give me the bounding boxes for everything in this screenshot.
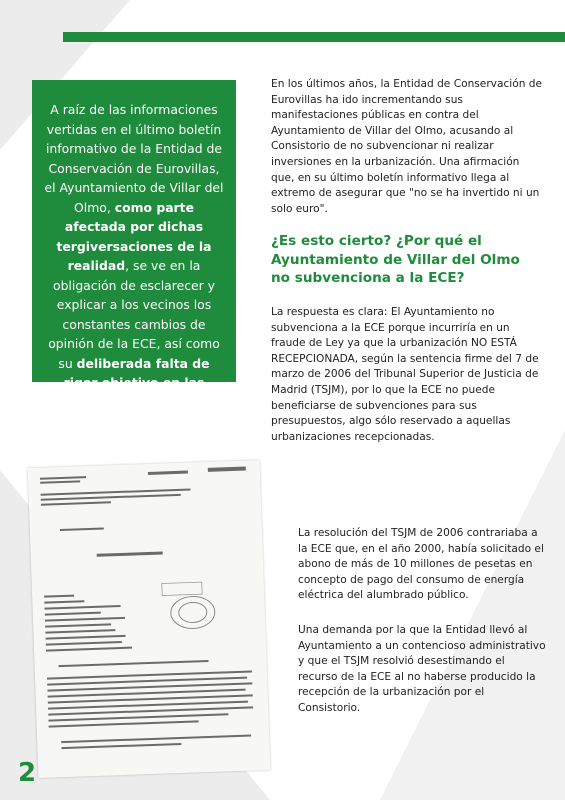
intro-text-2: , se ve en la obligación de esclarecer y explicar a los vecinos los constantes cambios de opinión de la ECE, así como su (48, 258, 220, 371)
paragraph-2: La respuesta es clara: El Ayuntamiento no subvenciona a la ECE porque incurriría en un fraude de Ley ya que la urbanización NO ESTÁ RECEPCIONADA, según la sentencia firme del 7 de marzo de 2006 del Tribunal Superior de Justicia de Madrid (TSJM), por lo que la ECE no puede beneficiarse de subvenciones para sus presupuestos, algo sólo reservado a aquellas urbanizaciones recepcionadas. (271, 306, 539, 443)
paragraph-1: En los últimos años, la Entidad de Conservación de Eurovillas ha ido incrementando sus manifestaciones públicas en contra del Ayuntamiento de Villar del Olmo, acusando al Consistorio de no subvencionar ni realizar inversiones en la urbanización. Una afirmación que, en su último boletín informativo llega al extremo de asegurar que "no se ha invertido ni un solo euro". (271, 78, 543, 215)
page-number: 2 (18, 758, 37, 788)
document-scan-illustration (28, 460, 271, 778)
top-accent-bar (63, 32, 565, 42)
intro-text-1: A raíz de las informaciones vertidas en el último boletín informativo de la Entidad de Conservación de Eurovillas, el Ayuntamiento de Villar del Olmo, (44, 102, 224, 215)
intro-bold-1: como parte afectada por dichas tergiversaciones de la realidad (56, 199, 212, 273)
paragraph-3: La resolución del TSJM de 2006 contrariaba a la ECE que, en el año 2000, había solicitado el abono de más de 10 millones de pesetas en concepto de pago del consumo de energía eléctrica del alumbrado público. (298, 527, 544, 602)
paragraph-4: Una demanda por la que la Entidad llevó al Ayuntamiento a un contencioso administrativo y que el TSJM resolvió desestimando el recurso de la ECE al no haberse producido la recepción de la urbanización por el Consistorio. (298, 624, 546, 714)
section-heading: ¿Es esto cierto? ¿Por qué el Ayuntamiento de Villar del Olmo no subvenciona a la ECE? (271, 233, 520, 287)
court-document-scan (28, 460, 271, 778)
intro-highlight-box (32, 80, 236, 410)
intro-bold-2: deliberada falta de rigor objetivo en las informaciones publicadas. (42, 355, 226, 410)
